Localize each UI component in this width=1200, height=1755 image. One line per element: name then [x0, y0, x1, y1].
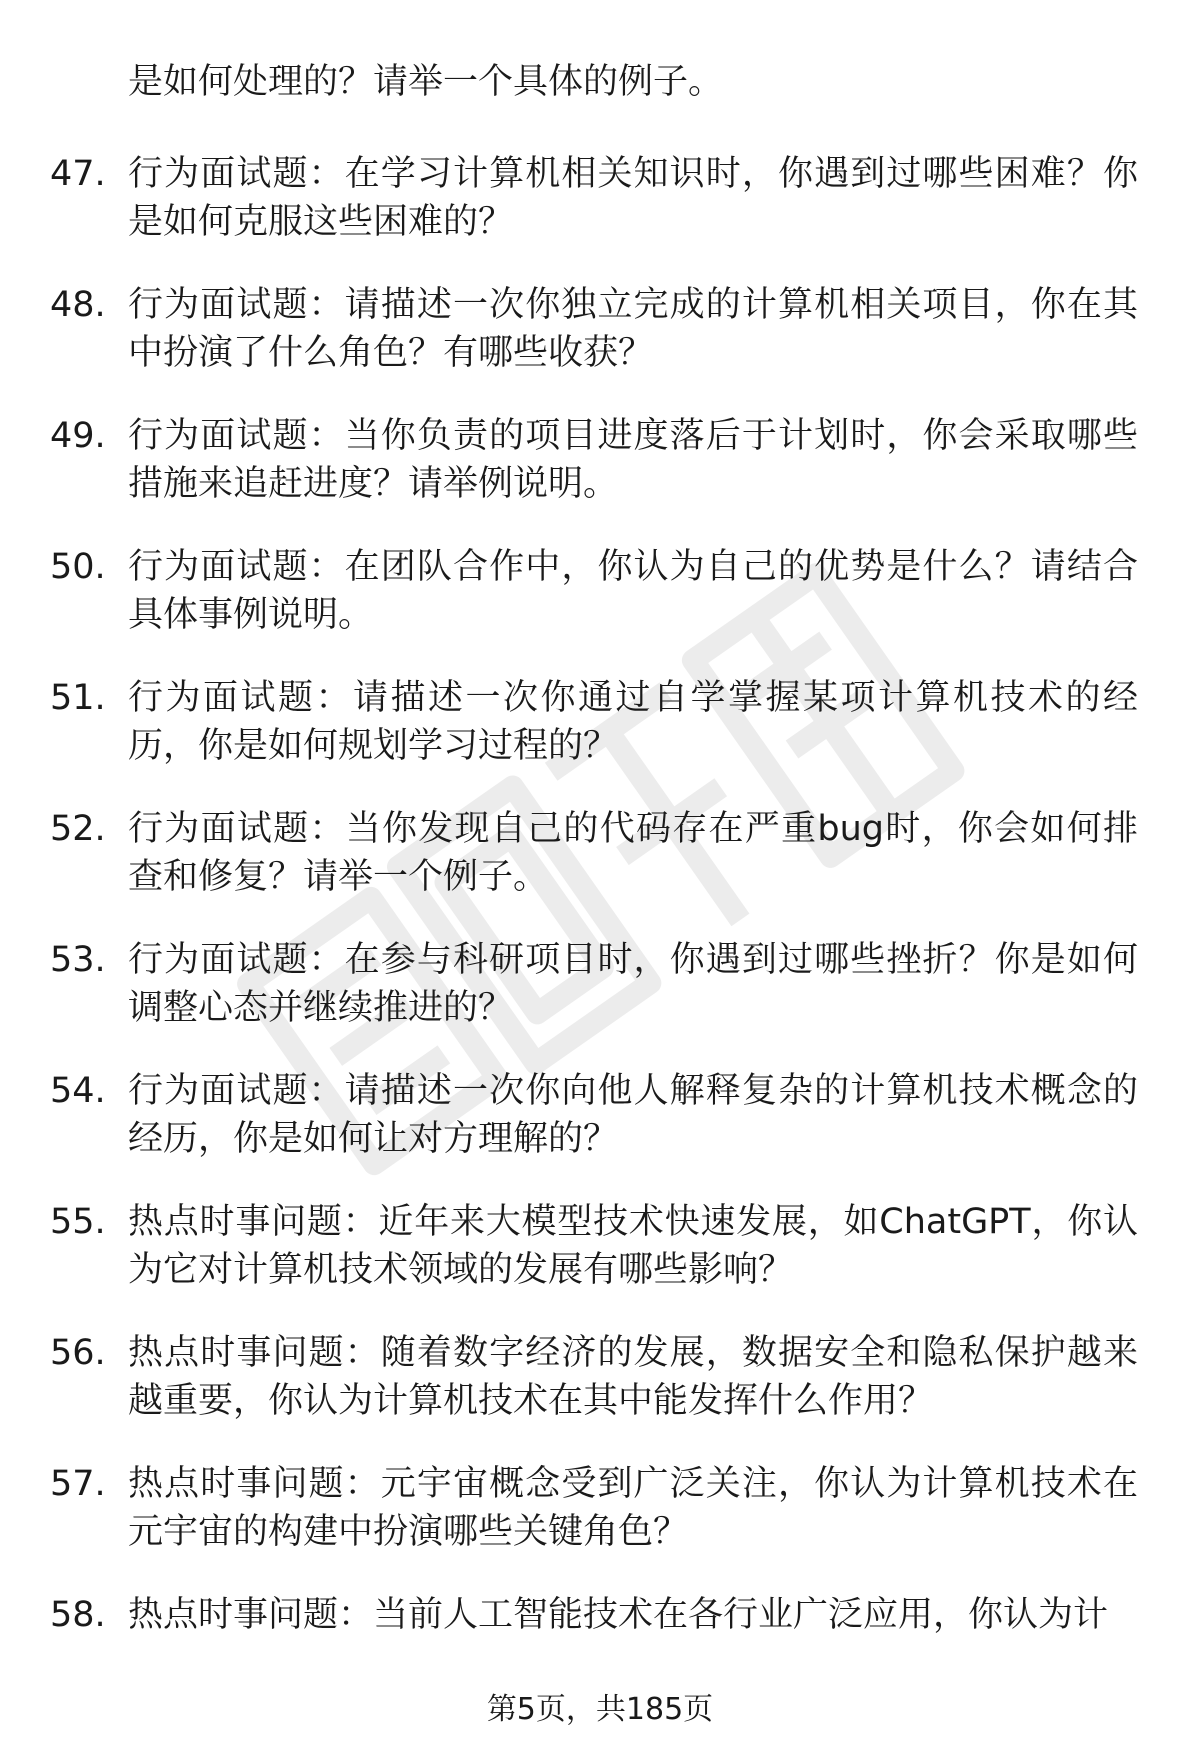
- list-item: [0, 1067, 1200, 1198]
- question-text: 行为面试题：当你发现自己的代码存在严重bug时，你会如何排查和修复？请举一个例子。: [128, 809, 1138, 897]
- question-number: 48.: [50, 285, 106, 325]
- question-number: 55.: [50, 1202, 106, 1242]
- question-number: 51.: [50, 678, 106, 718]
- list-item: [0, 674, 1200, 805]
- question-text: 热点时事问题：近年来大模型技术快速发展，如ChatGPT，你认为它对计算机技术领域的发展有哪些影响？: [128, 1202, 1138, 1290]
- question-list: [0, 150, 1200, 1722]
- question-number: 49.: [50, 416, 106, 456]
- list-item: [0, 1198, 1200, 1329]
- question-text: 行为面试题：请描述一次你向他人解释复杂的计算机技术概念的经历，你是如何让对方理解的？: [128, 1071, 1138, 1159]
- question-number: 54.: [50, 1071, 106, 1111]
- question-text: 行为面试题：请描述一次你通过自学掌握某项计算机技术的经历，你是如何规划学习过程的？: [128, 678, 1138, 766]
- question-text: 行为面试题：在学习计算机相关知识时，你遇到过哪些困难？你是如何克服这些困难的？: [128, 154, 1138, 242]
- question-number: 53.: [50, 940, 106, 980]
- question-number: 56.: [50, 1333, 106, 1373]
- question-number: 47.: [50, 154, 106, 194]
- list-item: [0, 1329, 1200, 1460]
- question-text: 行为面试题：请描述一次你独立完成的计算机相关项目，你在其中扮演了什么角色？有哪些收获？: [128, 285, 1138, 373]
- question-number: 52.: [50, 809, 106, 849]
- question-text: 行为面试题：在团队合作中，你认为自己的优势是什么？请结合具体事例说明。: [128, 547, 1138, 635]
- list-item: [0, 543, 1200, 674]
- list-item: [0, 1460, 1200, 1591]
- question-text: 热点时事问题：随着数字经济的发展，数据安全和隐私保护越来越重要，你认为计算机技术在其中能发挥什么作用？: [128, 1333, 1138, 1421]
- list-item: [0, 936, 1200, 1067]
- list-item: [0, 805, 1200, 936]
- question-number: 58.: [50, 1595, 106, 1635]
- question-text: 热点时事问题：当前人工智能技术在各行业广泛应用，你认为计: [128, 1595, 1109, 1635]
- list-item: [0, 281, 1200, 412]
- question-text: 热点时事问题：元宇宙概念受到广泛关注，你认为计算机技术在元宇宙的构建中扮演哪些关键角色？: [128, 1464, 1138, 1552]
- page-footer: 第5页，共185页: [486, 1692, 714, 1727]
- continuation-text: 是如何处理的？请举一个具体的例子。: [128, 62, 724, 102]
- question-text: 行为面试题：当你负责的项目进度落后于计划时，你会采取哪些措施来追赶进度？请举例说明。: [128, 416, 1138, 504]
- question-text: 行为面试题：在参与科研项目时，你遇到过哪些挫折？你是如何调整心态并继续推进的？: [128, 940, 1138, 1028]
- question-number: 57.: [50, 1464, 106, 1504]
- list-item: [0, 150, 1200, 281]
- list-item: [0, 412, 1200, 543]
- question-number: 50.: [50, 547, 106, 587]
